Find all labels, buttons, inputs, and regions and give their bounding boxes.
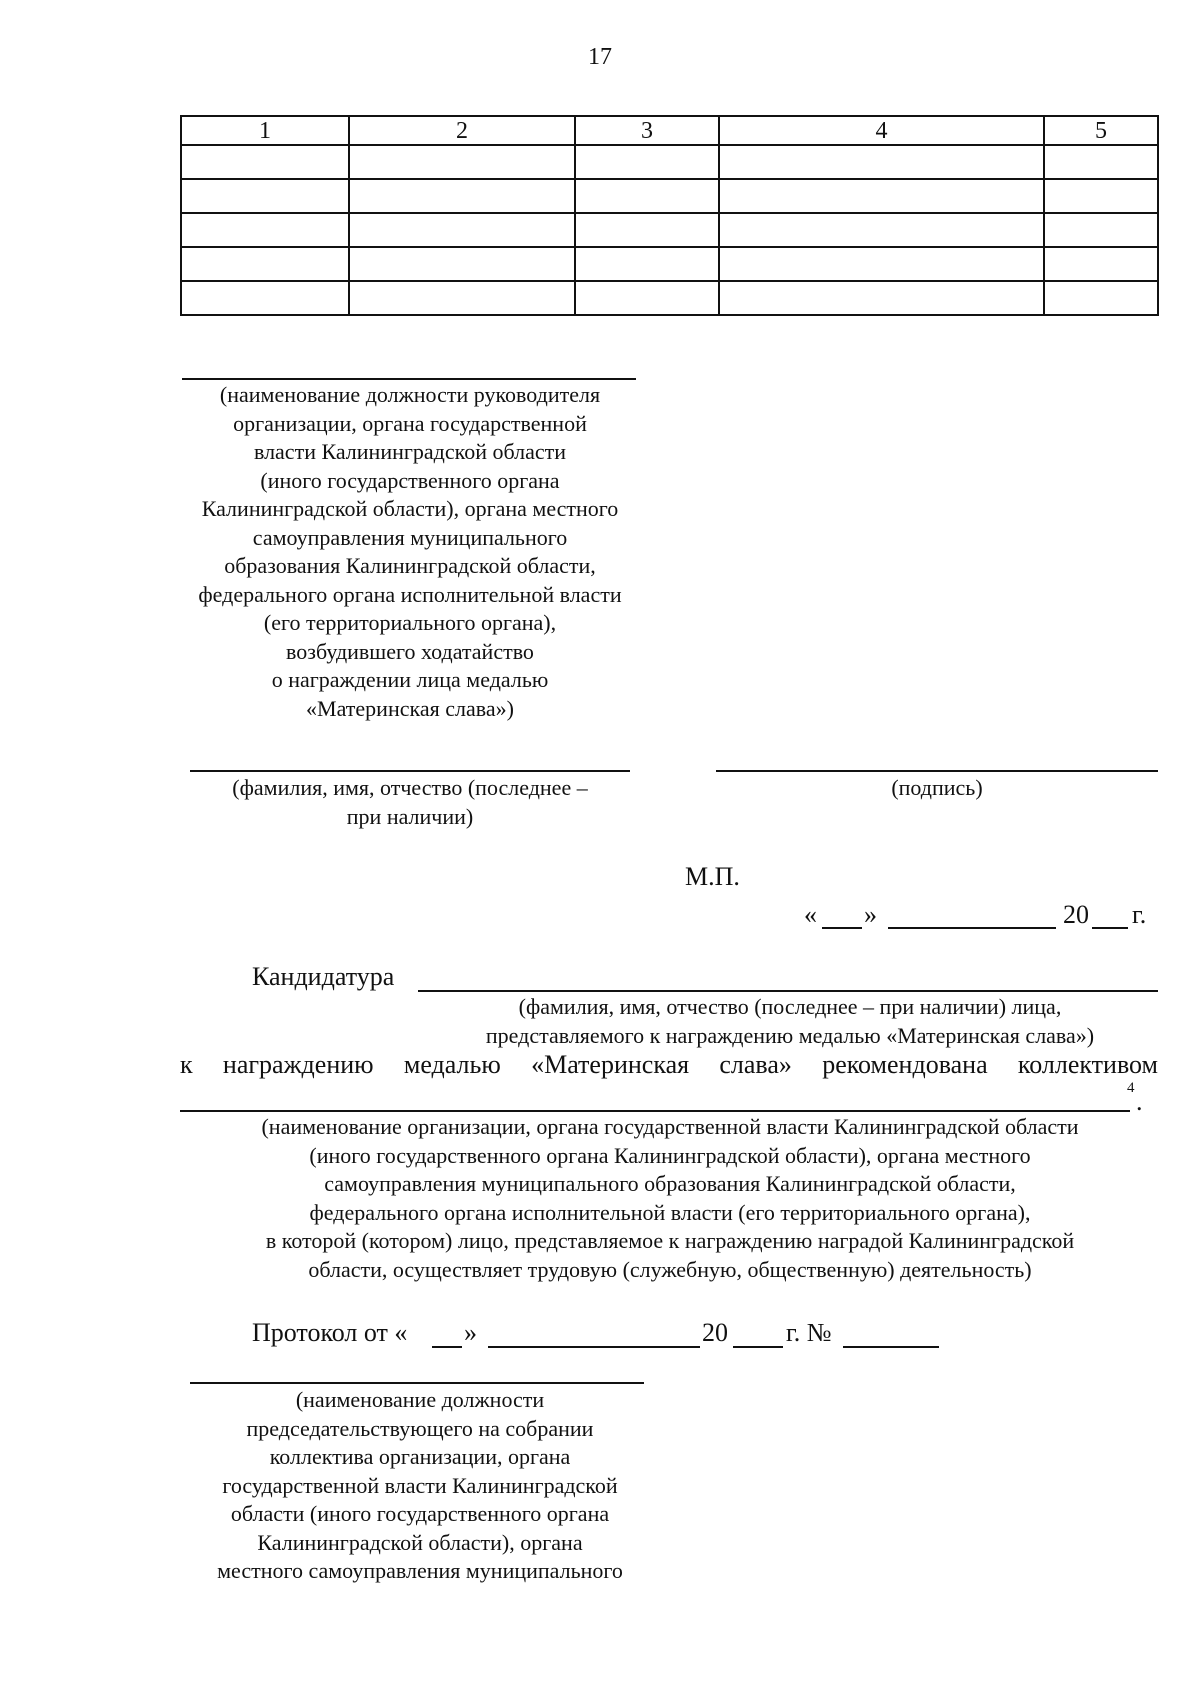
table-row <box>181 213 1158 247</box>
table-row <box>181 179 1158 213</box>
chairman-position-line[interactable] <box>190 1382 644 1384</box>
protocol-day-line[interactable] <box>432 1346 462 1348</box>
protocol-year-prefix: 20 <box>702 1318 728 1347</box>
table-cell[interactable] <box>575 213 719 247</box>
protocol-year-line[interactable] <box>733 1346 783 1348</box>
table-cell[interactable] <box>1044 145 1158 179</box>
protocol-number-line[interactable] <box>843 1346 939 1348</box>
protocol-month-line[interactable] <box>488 1346 700 1348</box>
table-cell[interactable] <box>349 179 575 213</box>
date-year-suffix: г. <box>1132 900 1147 929</box>
table-cell[interactable] <box>181 247 349 281</box>
table-cell[interactable] <box>181 213 349 247</box>
table-cell[interactable] <box>181 179 349 213</box>
table-header-row <box>181 116 1158 145</box>
table-cell[interactable] <box>181 281 349 315</box>
stamp-label: М.П. <box>685 862 740 891</box>
date-open-quote: « <box>804 900 817 929</box>
table-cell[interactable] <box>349 247 575 281</box>
table-cell[interactable] <box>349 281 575 315</box>
table-cell[interactable] <box>719 281 1044 315</box>
chairman-position-caption: (наименование должности председательствующего на собрании коллектива организации, органа государственной власти Калининградской области (иного государственного органа Калининградской области), органа местного самоуправления муниципального <box>217 1387 623 1583</box>
table-cell[interactable] <box>181 145 349 179</box>
protocol-label: Протокол от « <box>252 1318 408 1347</box>
page-number: 17 <box>588 44 612 70</box>
table-header-cell: 3 <box>575 116 719 145</box>
organization-line[interactable] <box>180 1110 1130 1112</box>
table-cell[interactable] <box>1044 247 1158 281</box>
table-cell[interactable] <box>349 145 575 179</box>
table-cell[interactable] <box>719 179 1044 213</box>
protocol-close-quote: » <box>464 1318 477 1347</box>
organization-caption: (наименование организации, органа государственной власти Калининградской области (иного государственного органа Калининградской области), органа местного самоуправления муниципального образования Калининградской области, федерального органа исполнительной власти (его территориального органа), в которой (котором) лицо, представляемое к награждению наградой Калининградской области, осуществляет трудовую (служебную, общественную) деятельность) <box>261 1114 1079 1282</box>
table-header-cell: 1 <box>181 116 349 145</box>
date-close-quote: » <box>864 900 877 929</box>
recommended-text: к награждению медалью «Материнская слава» рекомендована коллективом <box>180 1050 1158 1079</box>
position-line[interactable] <box>182 378 636 380</box>
date-day-line[interactable] <box>822 927 862 929</box>
signature-line[interactable] <box>716 770 1158 772</box>
table-cell[interactable] <box>719 145 1044 179</box>
date-year-line[interactable] <box>1092 927 1128 929</box>
table-row <box>181 145 1158 179</box>
date-year-prefix: 20 <box>1063 900 1089 929</box>
date-month-line[interactable] <box>888 927 1056 929</box>
position-caption: (наименование должности руководителя организации, органа государственной власти Калининградской области (иного государственного органа Калининградской области), органа местного самоуправления муниципального образования Калининградской области, федерального органа исполнительной власти (его территориального органа), возбудившего ходатайство о награждении лица медалью «Материнская слава») <box>198 382 622 721</box>
candidate-name-line[interactable] <box>418 990 1158 992</box>
candidacy-label: Кандидатура <box>252 962 395 991</box>
table-cell[interactable] <box>575 179 719 213</box>
candidate-caption: (фамилия, имя, отчество (последнее – при наличии) лица, представляемого к награждению медалью «Материнская слава») <box>485 994 1095 1048</box>
table-cell[interactable] <box>575 145 719 179</box>
table-cell[interactable] <box>1044 213 1158 247</box>
name-line[interactable] <box>190 770 630 772</box>
signature-caption: (подпись) <box>891 775 983 800</box>
table-header-cell: 4 <box>719 116 1044 145</box>
table-cell[interactable] <box>1044 179 1158 213</box>
table-cell[interactable] <box>575 281 719 315</box>
footnote-mark: 4 <box>1127 1080 1135 1096</box>
table-cell[interactable] <box>719 213 1044 247</box>
table-header-cell: 2 <box>349 116 575 145</box>
protocol-year-suffix: г. № <box>786 1318 832 1347</box>
data-table <box>180 115 1159 316</box>
table-cell[interactable] <box>349 213 575 247</box>
table-cell[interactable] <box>1044 281 1158 315</box>
sentence-period: . <box>1136 1087 1143 1116</box>
table-row <box>181 247 1158 281</box>
table-cell[interactable] <box>719 247 1044 281</box>
table-header-cell: 5 <box>1044 116 1158 145</box>
table-row <box>181 281 1158 315</box>
name-caption: (фамилия, имя, отчество (последнее – при наличии) <box>232 775 588 829</box>
table-cell[interactable] <box>575 247 719 281</box>
